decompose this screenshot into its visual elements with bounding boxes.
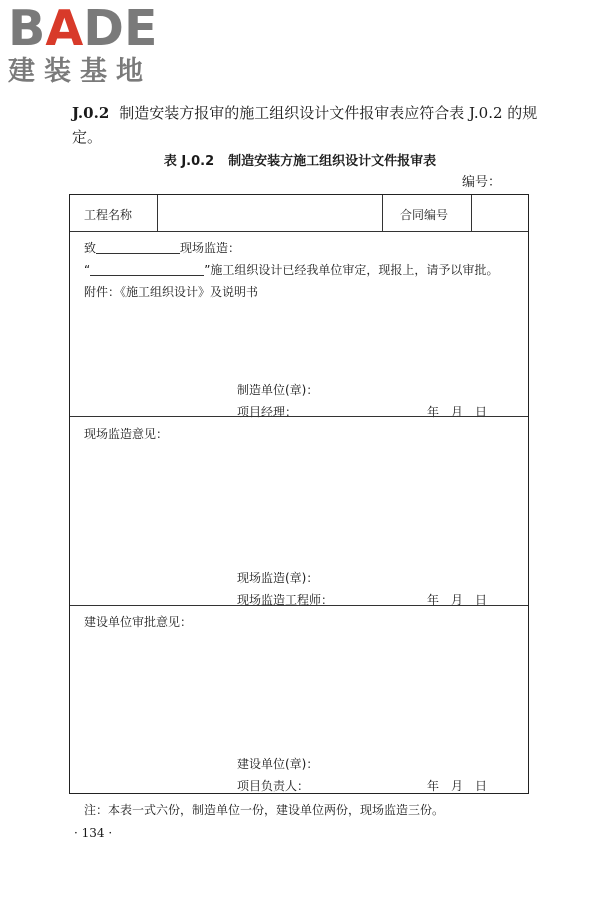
table-title <box>0 150 600 169</box>
approval-form <box>69 194 529 794</box>
date-fields: 年 月 日 <box>427 779 488 793</box>
owner-seal-label: 建设单位(章)： <box>237 757 319 771</box>
supervising-engineer-label: 现场监造工程师： <box>237 593 334 607</box>
logo-subtitle: 建装基地 <box>8 56 152 87</box>
page-number: · 134 · <box>74 826 113 840</box>
owner-approval-heading: 建设单位审批意见： <box>84 615 193 629</box>
divider <box>382 195 383 231</box>
table-number: 表 J.0.2 <box>163 154 215 169</box>
project-manager-label: 项目经理： <box>237 405 298 419</box>
date-fields: 年 月 日 <box>427 405 488 419</box>
brand-logo <box>8 0 173 88</box>
addressee-line: 致 现场监造： <box>84 241 241 255</box>
table-note: 注：本表一式六份，制造单位一份，建设单位两份，现场监造三份。 <box>84 803 445 817</box>
clause-text: 制造安装方报审的施工组织设计文件报审表应符合表 J.0.2 的规定。 <box>72 104 538 146</box>
divider <box>471 195 472 231</box>
divider <box>70 416 528 417</box>
clause-paragraph <box>72 101 542 149</box>
supervisor-opinion-heading: 现场监造意见： <box>84 427 169 441</box>
manufacturer-seal-label: 制造单位(章)： <box>237 383 319 397</box>
table-title-text: 制造安装方施工组织设计文件报审表 <box>228 154 437 169</box>
project-name-label: 工程名称 <box>84 208 133 222</box>
divider <box>70 605 528 606</box>
contract-number-label: 合同编号 <box>400 208 449 222</box>
divider <box>157 195 158 231</box>
divider <box>70 231 528 232</box>
date-fields: 年 月 日 <box>427 593 488 607</box>
supervisor-seal-label: 现场监造(章)： <box>237 571 319 585</box>
project-lead-label: 项目负责人： <box>237 779 310 793</box>
logo-wordmark: BADE <box>8 0 158 57</box>
attachment-line: 附件：《施工组织设计》及说明书 <box>84 285 259 299</box>
clause-number: J.0.2 <box>72 104 110 122</box>
submission-statement: “ ”施工组织设计已经我单位审定，现报上，请予以审批。 <box>84 263 499 277</box>
serial-number-label: 编号： <box>462 175 502 190</box>
